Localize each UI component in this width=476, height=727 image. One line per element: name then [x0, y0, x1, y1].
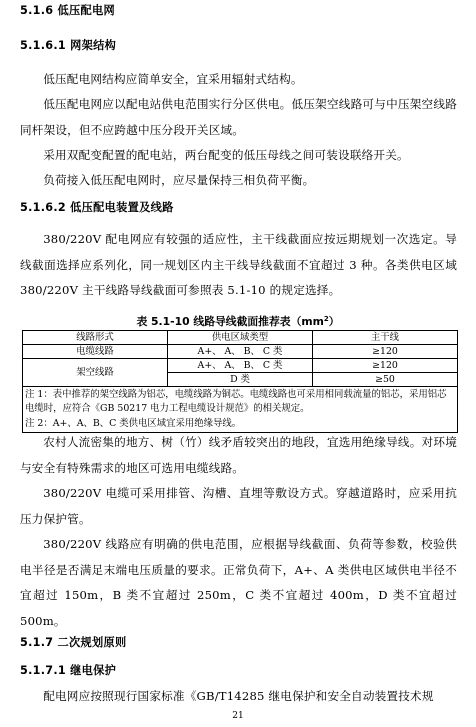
section-heading-5-1-6-1: 5.1.6.1 网架结构 [20, 39, 117, 52]
paragraph: 380/220V 配电网应有较强的适应性，主干线截面应按远期规划一次选定。导线截面选择应系列化，同一规划区内主干线导线截面不宜超过 3 种。各类供电区域 380/220V 主干线路导线截面可参照表 5.1-10 的规定选择。 [20, 232, 457, 297]
table-cell: 电缆线路 [23, 345, 168, 359]
table-note: 注 1：表中推荐的架空线路为铝芯，电缆线路为铜芯。电缆线路也可采用相同载流量的铝芯，采用铝芯电缆时，应符合《GB 50217 电力工程电缆设计规范》的相关规定。 [23, 387, 458, 417]
table-caption [0, 312, 476, 329]
section-heading-5-1-6-2: 5.1.6.2 低压配电装置及线路 [20, 201, 174, 214]
paragraph: 负荷接入低压配电网时，应尽量保持三相负荷平衡。 [43, 173, 315, 187]
table-cell: A+、 A、 B、 C 类 [168, 359, 313, 373]
table-header-cell: 主干线 [313, 331, 458, 345]
section-heading-5-1-7: 5.1.7 二次规划原则 [20, 636, 127, 649]
table-row [23, 359, 458, 373]
table-cell: 架空线路 [23, 359, 168, 387]
conductor-section-table [22, 330, 458, 433]
page-number: 21 [232, 711, 244, 721]
table-caption-end: ） [328, 315, 340, 328]
table-cell: ≥50 [313, 373, 458, 387]
table-header-row [23, 331, 458, 345]
paragraph: 低压配电网应以配电站供电范围实行分区供电。低压架空线路可与中压架空线路同杆架设，但不应跨越中压分段开关区域。 [20, 97, 457, 137]
section-heading-5-1-6: 5.1.6 低压配电网 [20, 4, 115, 17]
paragraph: 配电网应按照现行国家标准《GB/T14285 继电保护和安全自动装置技术规 [43, 689, 434, 703]
table-cell: ≥120 [313, 359, 458, 373]
table-header-cell: 线路形式 [23, 331, 168, 345]
table-cell: ≥120 [313, 345, 458, 359]
table-note: 注 2：A+、A、B、C 类供电区域宜采用绝缘导线。 [23, 416, 458, 432]
table-cell: A+、 A、 B、 C 类 [168, 345, 313, 359]
table-cell: D 类 [168, 373, 313, 387]
table-caption-superscript: 2 [323, 315, 329, 323]
paragraph: 380/220V 电缆可采用排管、沟槽、直埋等敷设方式。穿越道路时，应采用抗压力保护管。 [20, 486, 457, 526]
paragraph: 低压配电网结构应简单安全，宜采用辐射式结构。 [43, 72, 303, 86]
table-note-row [23, 387, 458, 417]
paragraph: 采用双配变配置的配电站，两台配变的低压母线之间可装设联络开关。 [43, 148, 409, 162]
section-heading-5-1-7-1: 5.1.7.1 继电保护 [20, 664, 117, 677]
paragraph: 380/220V 线路应有明确的供电范围，应根据导线截面、负荷等参数，校验供电半径是否满足末端电压质量的要求。正常负荷下，A+、A 类供电区域供电半径不宜超过 150m，B 类不宜超过 250m，C 类不宜超过 400m，D 类不宜超过 500m。 [20, 537, 457, 628]
table-caption-text: 表 5.1-10 线路导线截面推荐表（mm [136, 315, 324, 328]
paragraph: 农村人流密集的地方、树（竹）线矛盾较突出的地段，宜选用绝缘导线。对环境与安全有特殊需求的地区可选用电缆线路。 [20, 435, 457, 475]
table-header-cell: 供电区域类型 [168, 331, 313, 345]
table-row [23, 345, 458, 359]
